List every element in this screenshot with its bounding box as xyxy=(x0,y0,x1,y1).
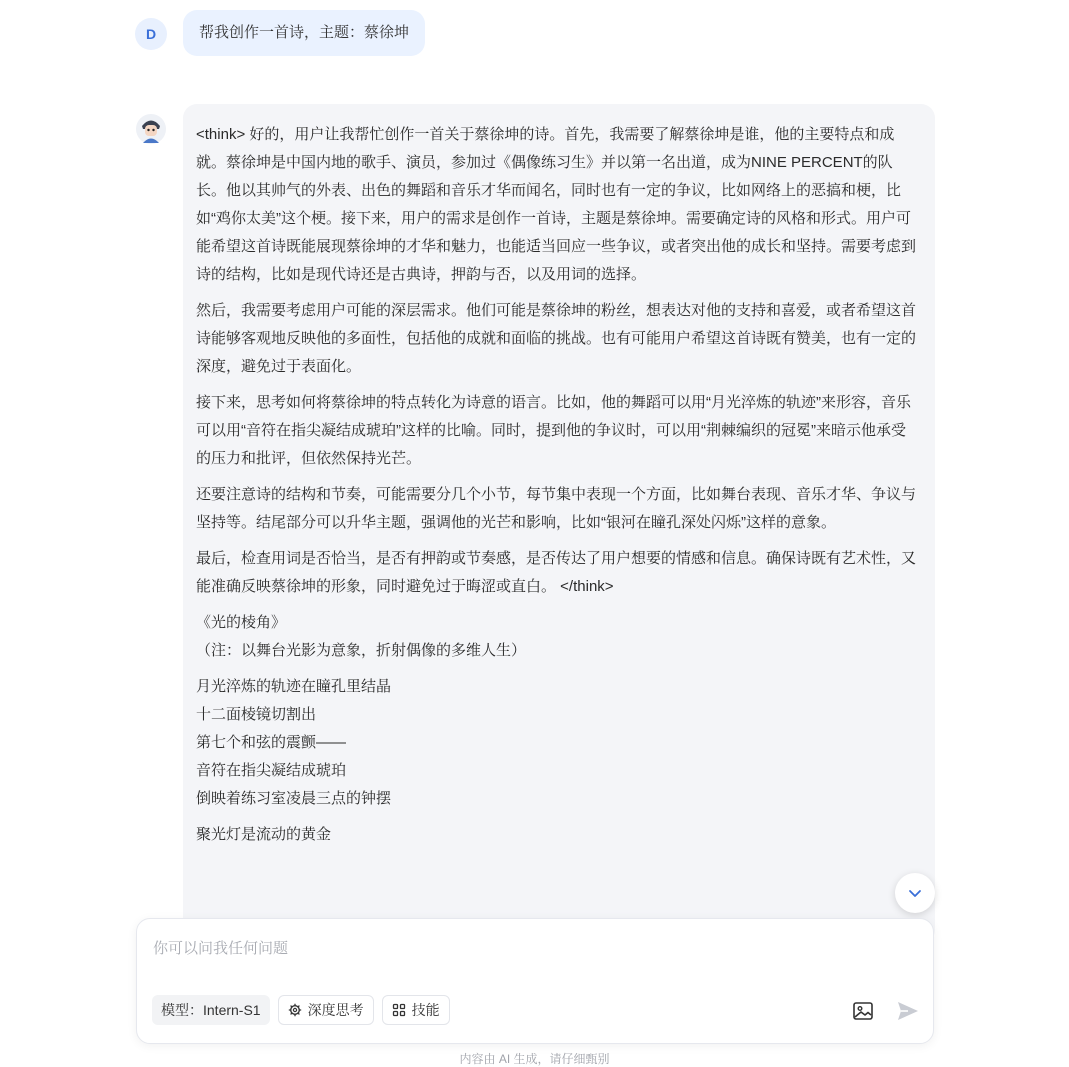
poem-header xyxy=(196,609,917,665)
skills-label: 技能 xyxy=(411,1002,440,1018)
think-paragraph-4: 还要注意诗的结构和节奏，可能需要分几个小节，每节集中表现一个方面，比如舞台表现、音乐才华、争议与坚持等。结尾部分可以升华主题，强调他的光芒和影响，比如“银河在瞳孔深处闪烁”这样的意象。 xyxy=(196,486,917,531)
assistant-avatar-icon xyxy=(135,113,167,145)
user-avatar: D xyxy=(135,18,167,50)
think-paragraph-5: 最后，检查用词是否恰当，是否有押韵或节奏感，是否传达了用户想要的情感和信息。确保诗既有艺术性，又能准确反映蔡徐坤的形象，同时避免过于晦涩或直白。 </think> xyxy=(196,550,917,595)
send-icon xyxy=(895,998,921,1024)
think-paragraph-2: 然后，我需要考虑用户可能的深层需求。他们可能是蔡徐坤的粉丝，想表达对他的支持和喜爱，或者希望这首诗能够客观地反映他的多面性，包括他的成就和面临的挑战。也有可能用户希望这首诗既有赞美，也有一定的深度，避免过于表面化。 xyxy=(196,302,917,375)
skills-button[interactable] xyxy=(382,995,450,1025)
upload-image-button[interactable] xyxy=(851,999,875,1023)
ai-disclaimer: 内容由 AI 生成，请仔细甄别 xyxy=(459,1052,610,1066)
poem-line: 聚光灯是流动的黄金 xyxy=(196,826,332,843)
model-selector[interactable]: 模型：Intern-S1 xyxy=(152,995,270,1025)
chat-input-panel xyxy=(136,918,934,1044)
user-message-row xyxy=(135,10,425,56)
chevron-down-icon xyxy=(907,885,923,901)
send-button[interactable] xyxy=(895,998,921,1024)
poem-line: 十二面棱镜切割出 xyxy=(196,706,317,723)
poem-stanza xyxy=(196,673,917,813)
scroll-to-bottom-button[interactable] xyxy=(895,873,935,913)
assistant-message-content xyxy=(183,104,935,849)
poem-line: 音符在指尖凝结成琥珀 xyxy=(196,762,347,779)
gear-icon xyxy=(288,1003,302,1017)
poem-note: （注：以舞台光影为意象，折射偶像的多维人生） xyxy=(196,642,527,659)
poem-title: 《光的棱角》 xyxy=(196,614,287,631)
poem-line: 月光淬炼的轨迹在瞳孔里结晶 xyxy=(196,678,392,695)
deep-think-label: 深度思考 xyxy=(307,1002,364,1018)
assistant-message-bubble xyxy=(183,104,935,944)
deep-think-button[interactable] xyxy=(278,995,374,1025)
poem-line: 倒映着练习室凌晨三点的钟摆 xyxy=(196,790,392,807)
think-paragraph-1: <think> 好的，用户让我帮忙创作一首关于蔡徐坤的诗。首先，我需要了解蔡徐坤是谁，他的主要特点和成就。蔡徐坤是中国内地的歌手、演员，参加过《偶像练习生》并以第一名出道，成为NINE PERCENT的队长。他以其帅气的外表、出色的舞蹈和音乐才华而闻名，同时也有一定的争议，比如网络上的恶搞和梗，比如“鸡你太美”这个梗。接下来，用户的需求是创作一首诗，主题是蔡徐坤。需要确定诗的风格和形式。用户可能希望这首诗既能展现蔡徐坤的才华和魅力，也能适当回应一些争议，或者突出他的成长和坚持。需要考虑到诗的结构，比如是现代诗还是古典诗，押韵与否，以及用词的选择。 xyxy=(196,126,917,283)
poem-stanza-partial xyxy=(196,821,917,849)
think-paragraph-3: 接下来，思考如何将蔡徐坤的特点转化为诗意的语言。比如，他的舞蹈可以用“月光淬炼的轨迹”来形容，音乐可以用“音符在指尖凝结成琥珀”这样的比喻。同时，提到他的争议时，可以用“荆棘编织的冠冕”来暗示他承受的压力和批评，但依然保持光芒。 xyxy=(196,394,911,467)
poem-line: 第七个和弦的震颤—— xyxy=(196,734,347,751)
input-toolbar xyxy=(152,995,450,1025)
image-icon xyxy=(851,999,875,1023)
user-message-bubble: 帮我创作一首诗，主题：蔡徐坤 xyxy=(183,10,425,56)
chat-input[interactable]: 你可以问我任何问题 xyxy=(153,940,289,957)
grid-icon xyxy=(392,1003,406,1017)
